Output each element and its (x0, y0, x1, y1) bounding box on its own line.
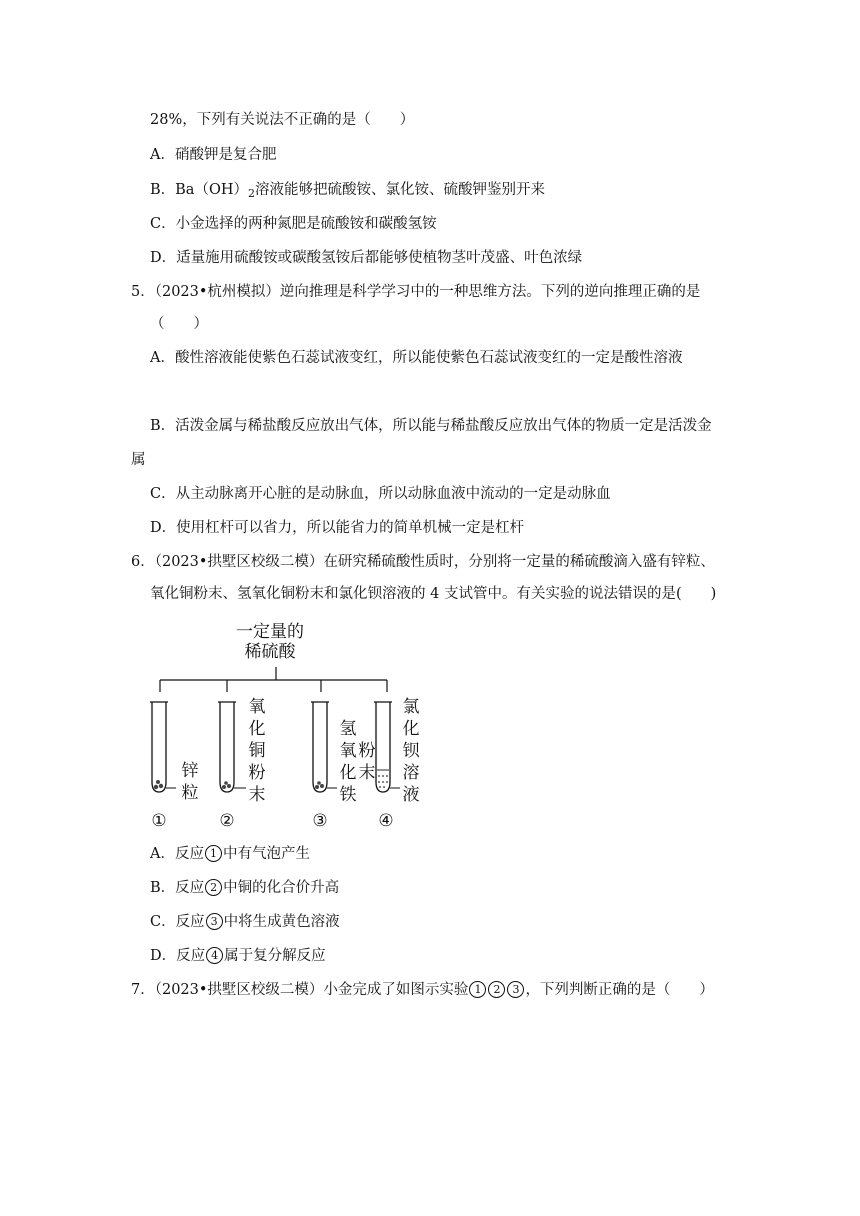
q4-option-a: A．硝酸钾是复合肥 (150, 147, 277, 163)
tube4-label-char-0: 氯 (402, 697, 420, 717)
q5-option-c: C．从主动脉离开心脏的是动脉血，所以动脉血液中流动的一定是动脉血 (150, 486, 611, 502)
q4-option-b (150, 180, 545, 201)
q5-option-b-line2: 属 (131, 452, 146, 468)
q6-option-a (150, 844, 310, 864)
tube1-label-char-0: 锌 (181, 761, 199, 781)
q6-option-d-pre: D．反应 (150, 948, 206, 964)
q6-option-d (150, 946, 326, 966)
dropper-lines (160, 667, 387, 692)
q5-option-d: D．使用杠杆可以省力，所以能省力的简单机械一定是杠杆 (150, 520, 525, 536)
tube2-label-char-4: 末 (248, 785, 266, 805)
tube1-label-char-1: 粒 (181, 783, 199, 803)
q7-num-1: 1 (469, 981, 486, 998)
q6-stem-line2: 氧化铜粉末、氢氧化铜粉末和氯化钡溶液的 4 支试管中。有关实验的说法错误的是( ) (150, 586, 717, 602)
barium-chloride-solution (377, 770, 389, 787)
q6-option-c-post: 中将生成黄色溶液 (223, 914, 340, 930)
tube3-label-a-char-1: 氧 (339, 741, 357, 761)
iron-hydroxide-powder (315, 781, 324, 789)
q6-option-c (150, 912, 340, 932)
q4-stem-tail: 28%，下列有关说法不正确的是（ ） (150, 112, 415, 128)
q4-option-b-sub: 2 (248, 187, 255, 200)
q6-option-b-pre: B．反应 (150, 880, 205, 896)
tube3-label-b-char-0: 粉 (358, 741, 376, 761)
q6-option-b-num: 2 (205, 879, 222, 896)
q6-option-c-num: 3 (206, 913, 223, 930)
tube4-label-char-3: 溶 (402, 763, 420, 783)
tube3-label-b-char-1: 末 (358, 763, 376, 783)
copper-oxide-powder (222, 781, 231, 789)
q5-stem-line1: 5．（2023•杭州模拟）逆向推理是科学学习中的一种思维方法。下列的逆向推理正确的是 (131, 284, 701, 300)
tube-number-3: ③ (312, 811, 328, 831)
q7-stem-post: ，下列判断正确的是（ ） (525, 982, 714, 998)
q5-stem-line2: （ ） (150, 316, 208, 332)
tube3-label-a-char-3: 铁 (339, 785, 357, 805)
tube-number-2: ② (219, 811, 235, 831)
q6-stem-line1: 6．（2023•拱墅区校级二模）在研究稀硫酸性质时，分别将一定量的稀硫酸滴入盛有锌粒、 (131, 554, 715, 570)
q6-option-a-num: 1 (205, 845, 222, 862)
tube-number-4: ④ (378, 811, 394, 831)
q7-stem (131, 980, 714, 1000)
tube2-label-char-1: 化 (248, 719, 266, 739)
q4-option-b-post: 溶液能够把硫酸铵、氯化铵、硫酸钾鉴别开来 (255, 182, 545, 198)
q6-option-d-num: 4 (206, 947, 223, 964)
q7-num-3: 3 (507, 981, 524, 998)
tube2-label-char-0: 氧 (248, 697, 266, 717)
tube4-label-char-2: 钡 (402, 741, 420, 761)
q7-stem-pre: 7．（2023•拱墅区校级二模）小金完成了如图示实验 (131, 982, 469, 998)
figure-top-label-1: 一定量的 (236, 622, 304, 642)
q4-option-c: C．小金选择的两种氮肥是硫酸铵和碳酸氢铵 (150, 216, 437, 232)
tube3-label-a-char-0: 氢 (339, 719, 357, 739)
tube-3 (311, 702, 337, 792)
q5-option-b-line1: B．活泼金属与稀盐酸反应放出气体，所以能与稀盐酸反应放出气体的物质一定是活泼金 (150, 418, 712, 434)
q6-option-a-pre: A．反应 (150, 846, 204, 862)
q5-option-a: A．酸性溶液能使紫色石蕊试液变红，所以能使紫色石蕊试液变红的一定是酸性溶液 (150, 350, 683, 366)
q6-option-b (150, 878, 339, 898)
tube4-label-char-1: 化 (402, 719, 420, 739)
q6-option-b-post: 中铜的化合价升高 (223, 880, 340, 896)
tube3-label-a-char-2: 化 (339, 763, 357, 783)
zinc-granules (154, 780, 163, 789)
tube-1 (150, 702, 176, 792)
tube4-label-char-4: 液 (402, 785, 420, 805)
q4-option-b-pre: B．Ba（OH） (150, 182, 248, 198)
q7-num-2: 2 (488, 981, 505, 998)
q6-option-c-pre: C．反应 (150, 914, 205, 930)
tube2-label-char-3: 粉 (248, 763, 266, 783)
tube2-label-char-2: 铜 (248, 741, 266, 761)
tube-number-1: ① (151, 811, 167, 831)
q6-option-d-post: 属于复分解反应 (224, 948, 326, 964)
test-tube-diagram (140, 616, 440, 836)
figure-top-label-2: 稀硫酸 (244, 642, 296, 662)
tube-4 (374, 702, 400, 792)
tube-2 (218, 702, 246, 792)
q6-option-a-post: 中有气泡产生 (222, 846, 310, 862)
q4-option-d: D．适量施用硫酸铵或碳酸氢铵后都能够使植物茎叶茂盛、叶色浓绿 (150, 250, 583, 266)
